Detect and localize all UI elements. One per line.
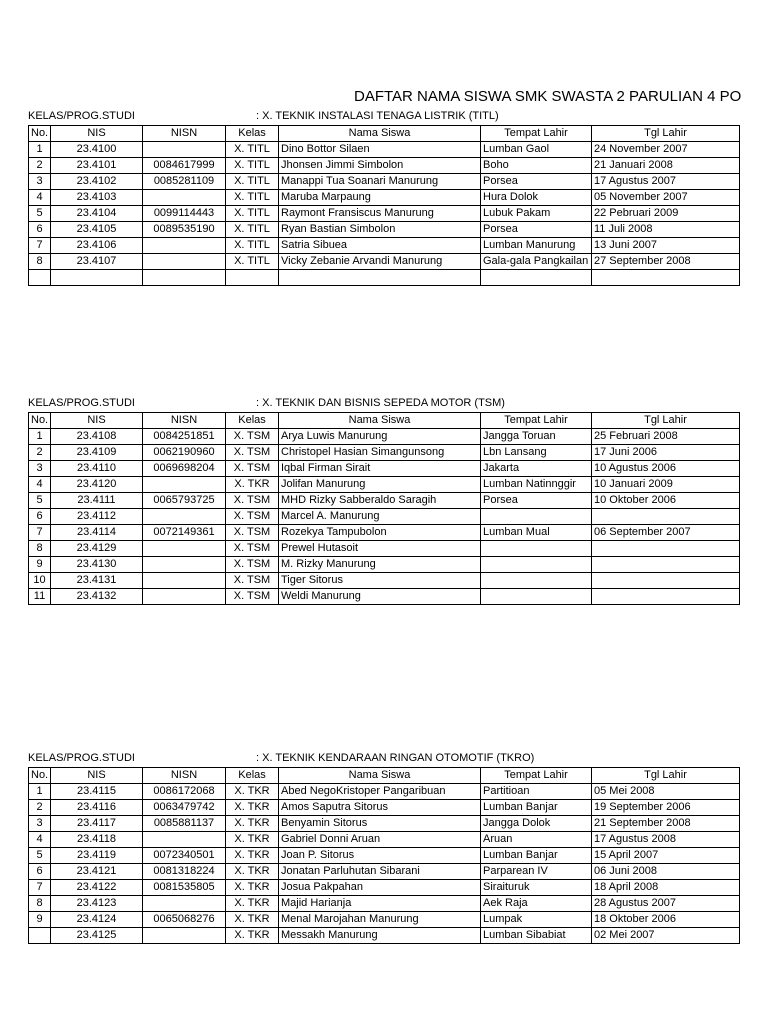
column-header: Nama Siswa: [279, 126, 481, 142]
table-row: [29, 190, 740, 206]
nama-cell: Dino Bottor Silaen: [279, 142, 481, 158]
column-header: NIS: [51, 413, 143, 429]
section-header: [28, 396, 714, 412]
table-row: [29, 816, 740, 832]
tgl-lahir-cell: [592, 589, 740, 605]
tgl-lahir-cell: 13 Juni 2007: [592, 238, 740, 254]
nisn-cell: [143, 832, 226, 848]
tgl-lahir-cell: 21 September 2008: [592, 816, 740, 832]
tempat-lahir-cell: Jangga Dolok: [481, 816, 592, 832]
header-row: [29, 126, 740, 142]
table-row: [29, 238, 740, 254]
kelas-cell: X. TSM: [226, 525, 279, 541]
no-cell: 4: [29, 477, 51, 493]
kelas-cell: X. TSM: [226, 557, 279, 573]
table-row: [29, 509, 740, 525]
column-header: Kelas: [226, 126, 279, 142]
kelas-cell: X. TSM: [226, 541, 279, 557]
nisn-cell: 0072340501: [143, 848, 226, 864]
nisn-cell: 0065068276: [143, 912, 226, 928]
kelas-cell: X. TKR: [226, 928, 279, 944]
no-cell: 4: [29, 832, 51, 848]
kelas-cell: X. TKR: [226, 832, 279, 848]
tempat-lahir-cell: [481, 557, 592, 573]
nis-cell: 23.4110: [51, 461, 143, 477]
nis-cell: 23.4114: [51, 525, 143, 541]
kelas-cell: X. TITL: [226, 254, 279, 270]
tgl-lahir-cell: [592, 541, 740, 557]
no-cell: 5: [29, 493, 51, 509]
nis-cell: 23.4105: [51, 222, 143, 238]
kelas-label: KELAS/PROG.STUDI: [28, 110, 135, 122]
table-row: [29, 445, 740, 461]
nama-cell: Jolifan Manurung: [279, 477, 481, 493]
header-row: [29, 768, 740, 784]
tempat-lahir-cell: Lumpak: [481, 912, 592, 928]
tgl-lahir-cell: [592, 573, 740, 589]
no-cell: 8: [29, 254, 51, 270]
nama-cell: Christopel Hasian Simangunsong: [279, 445, 481, 461]
nisn-cell: 0089535190: [143, 222, 226, 238]
tempat-lahir-cell: Lumban Banjar: [481, 800, 592, 816]
nama-cell: Gabriel Donni Aruan: [279, 832, 481, 848]
tempat-lahir-cell: Porsea: [481, 222, 592, 238]
nisn-cell: 0063479742: [143, 800, 226, 816]
table-row: [29, 254, 740, 270]
student-table: [28, 125, 740, 286]
tempat-lahir-cell: Lumban Natinnggir: [481, 477, 592, 493]
kelas-cell: X. TKR: [226, 864, 279, 880]
tempat-lahir-cell: Jakarta: [481, 461, 592, 477]
table-row: [29, 525, 740, 541]
tgl-lahir-cell: [592, 509, 740, 525]
nisn-cell: [143, 238, 226, 254]
tempat-lahir-cell: Hura Dolok: [481, 190, 592, 206]
nis-cell: 23.4116: [51, 800, 143, 816]
table-row: [29, 270, 740, 286]
nama-cell: Vicky Zebanie Arvandi Manurung: [279, 254, 481, 270]
tgl-lahir-cell: 06 September 2007: [592, 525, 740, 541]
column-header: Tgl Lahir: [592, 768, 740, 784]
nisn-cell: [143, 589, 226, 605]
document-title: DAFTAR NAMA SISWA SMK SWASTA 2 PARULIAN 4 PO: [354, 88, 742, 105]
kelas-label: KELAS/PROG.STUDI: [28, 752, 135, 764]
nis-cell: 23.4120: [51, 477, 143, 493]
column-header: Kelas: [226, 768, 279, 784]
program-label: : X. TEKNIK INSTALASI TENAGA LISTRIK (TITL): [256, 110, 499, 122]
tempat-lahir-cell: Lbn Lansang: [481, 445, 592, 461]
nisn-cell: 0084251851: [143, 429, 226, 445]
kelas-cell: X. TKR: [226, 784, 279, 800]
tempat-lahir-cell: Lumban Gaol: [481, 142, 592, 158]
tgl-lahir-cell: [592, 270, 740, 286]
nis-cell: 23.4109: [51, 445, 143, 461]
column-header: No.: [29, 768, 51, 784]
nama-cell: Raymont Fransiscus Manurung: [279, 206, 481, 222]
column-header: Tempat Lahir: [481, 126, 592, 142]
nisn-cell: [143, 477, 226, 493]
kelas-cell: X. TSM: [226, 445, 279, 461]
nisn-cell: 0084617999: [143, 158, 226, 174]
nis-cell: 23.4117: [51, 816, 143, 832]
tempat-lahir-cell: Gala-gala Pangkailan: [481, 254, 592, 270]
no-cell: 6: [29, 509, 51, 525]
table-row: [29, 429, 740, 445]
column-header: NISN: [143, 768, 226, 784]
column-header: No.: [29, 126, 51, 142]
nisn-cell: [143, 509, 226, 525]
table-row: [29, 477, 740, 493]
nama-cell: Arya Luwis Manurung: [279, 429, 481, 445]
table-row: [29, 880, 740, 896]
tempat-lahir-cell: Porsea: [481, 174, 592, 190]
section-header: [28, 751, 714, 767]
nama-cell: Abed NegoKristoper Pangaribuan: [279, 784, 481, 800]
tgl-lahir-cell: 05 Mei 2008: [592, 784, 740, 800]
no-cell: 2: [29, 445, 51, 461]
table-row: [29, 174, 740, 190]
nisn-cell: [143, 573, 226, 589]
kelas-cell: X. TKR: [226, 816, 279, 832]
tempat-lahir-cell: Jangga Toruan: [481, 429, 592, 445]
nama-cell: Benyamin Sitorus: [279, 816, 481, 832]
table-row: [29, 222, 740, 238]
nisn-cell: [143, 254, 226, 270]
kelas-cell: X. TITL: [226, 222, 279, 238]
tempat-lahir-cell: Boho: [481, 158, 592, 174]
kelas-cell: X. TITL: [226, 174, 279, 190]
tgl-lahir-cell: 11 Juli 2008: [592, 222, 740, 238]
kelas-cell: X. TITL: [226, 142, 279, 158]
nisn-cell: [143, 928, 226, 944]
no-cell: 7: [29, 238, 51, 254]
nisn-cell: 0085881137: [143, 816, 226, 832]
tgl-lahir-cell: 18 April 2008: [592, 880, 740, 896]
kelas-cell: X. TKR: [226, 800, 279, 816]
nis-cell: 23.4130: [51, 557, 143, 573]
nis-cell: 23.4122: [51, 880, 143, 896]
kelas-cell: X. TITL: [226, 190, 279, 206]
nisn-cell: [143, 270, 226, 286]
nama-cell: Tiger Sitorus: [279, 573, 481, 589]
nisn-cell: 0062190960: [143, 445, 226, 461]
table-row: [29, 158, 740, 174]
nis-cell: 23.4104: [51, 206, 143, 222]
kelas-cell: X. TSM: [226, 589, 279, 605]
no-cell: 1: [29, 429, 51, 445]
section-titl: [28, 109, 714, 286]
nisn-cell: [143, 190, 226, 206]
nama-cell: Prewel Hutasoit: [279, 541, 481, 557]
table-row: [29, 573, 740, 589]
nis-cell: 23.4119: [51, 848, 143, 864]
nama-cell: M. Rizky Manurung: [279, 557, 481, 573]
nis-cell: 23.4112: [51, 509, 143, 525]
student-table: [28, 412, 740, 605]
kelas-cell: X. TITL: [226, 158, 279, 174]
nisn-cell: 0072149361: [143, 525, 226, 541]
section-tsm: [28, 396, 714, 605]
nis-cell: 23.4101: [51, 158, 143, 174]
tempat-lahir-cell: [481, 589, 592, 605]
column-header: Tgl Lahir: [592, 413, 740, 429]
nama-cell: [279, 270, 481, 286]
no-cell: 8: [29, 541, 51, 557]
table-row: [29, 848, 740, 864]
nis-cell: 23.4132: [51, 589, 143, 605]
nis-cell: 23.4100: [51, 142, 143, 158]
no-cell: [29, 270, 51, 286]
section-tkro: [28, 751, 714, 944]
tempat-lahir-cell: Lumban Mual: [481, 525, 592, 541]
tgl-lahir-cell: 21 Januari 2008: [592, 158, 740, 174]
nis-cell: 23.4111: [51, 493, 143, 509]
tempat-lahir-cell: Aruan: [481, 832, 592, 848]
column-header: Tempat Lahir: [481, 768, 592, 784]
nisn-cell: 0099114443: [143, 206, 226, 222]
nisn-cell: [143, 541, 226, 557]
tgl-lahir-cell: 02 Mei 2007: [592, 928, 740, 944]
tgl-lahir-cell: 17 Juni 2006: [592, 445, 740, 461]
table-row: [29, 912, 740, 928]
nama-cell: Josua Pakpahan: [279, 880, 481, 896]
kelas-cell: X. TKR: [226, 848, 279, 864]
no-cell: 6: [29, 222, 51, 238]
no-cell: 3: [29, 174, 51, 190]
no-cell: 1: [29, 142, 51, 158]
no-cell: 2: [29, 158, 51, 174]
kelas-cell: X. TITL: [226, 238, 279, 254]
program-label: : X. TEKNIK KENDARAAN RINGAN OTOMOTIF (TKRO): [256, 752, 535, 764]
header-row: [29, 413, 740, 429]
tgl-lahir-cell: 28 Agustus 2007: [592, 896, 740, 912]
tempat-lahir-cell: Lubuk Pakam: [481, 206, 592, 222]
column-header: NISN: [143, 126, 226, 142]
nama-cell: Satria Sibuea: [279, 238, 481, 254]
section-header: [28, 109, 714, 125]
tgl-lahir-cell: 15 April 2007: [592, 848, 740, 864]
table-row: [29, 589, 740, 605]
column-header: Nama Siswa: [279, 413, 481, 429]
nama-cell: Majid Harianja: [279, 896, 481, 912]
tgl-lahir-cell: 17 Agustus 2008: [592, 832, 740, 848]
no-cell: 5: [29, 206, 51, 222]
nis-cell: 23.4102: [51, 174, 143, 190]
kelas-cell: [226, 270, 279, 286]
column-header: Tempat Lahir: [481, 413, 592, 429]
tgl-lahir-cell: 06 Juni 2008: [592, 864, 740, 880]
no-cell: 2: [29, 800, 51, 816]
no-cell: 6: [29, 864, 51, 880]
column-header: Kelas: [226, 413, 279, 429]
no-cell: 11: [29, 589, 51, 605]
column-header: NIS: [51, 126, 143, 142]
no-cell: [29, 928, 51, 944]
tgl-lahir-cell: [592, 557, 740, 573]
nama-cell: Rozekya Tampubolon: [279, 525, 481, 541]
tempat-lahir-cell: [481, 573, 592, 589]
nama-cell: Amos Saputra Sitorus: [279, 800, 481, 816]
tgl-lahir-cell: 10 Oktober 2006: [592, 493, 740, 509]
tempat-lahir-cell: Porsea: [481, 493, 592, 509]
nis-cell: 23.4118: [51, 832, 143, 848]
kelas-label: KELAS/PROG.STUDI: [28, 397, 135, 409]
table-row: [29, 784, 740, 800]
table-row: [29, 800, 740, 816]
table-row: [29, 142, 740, 158]
column-header: NIS: [51, 768, 143, 784]
nisn-cell: 0069698204: [143, 461, 226, 477]
table-row: [29, 896, 740, 912]
kelas-cell: X. TSM: [226, 429, 279, 445]
tgl-lahir-cell: 10 Januari 2009: [592, 477, 740, 493]
nisn-cell: [143, 557, 226, 573]
tgl-lahir-cell: 05 November 2007: [592, 190, 740, 206]
no-cell: 9: [29, 557, 51, 573]
kelas-cell: X. TKR: [226, 912, 279, 928]
kelas-cell: X. TSM: [226, 493, 279, 509]
table-row: [29, 928, 740, 944]
nisn-cell: 0086172068: [143, 784, 226, 800]
no-cell: 5: [29, 848, 51, 864]
nis-cell: 23.4103: [51, 190, 143, 206]
column-header: NISN: [143, 413, 226, 429]
nama-cell: Ryan Bastian Simbolon: [279, 222, 481, 238]
tgl-lahir-cell: 24 November 2007: [592, 142, 740, 158]
nis-cell: 23.4123: [51, 896, 143, 912]
tgl-lahir-cell: 22 Pebruari 2009: [592, 206, 740, 222]
nis-cell: [51, 270, 143, 286]
nisn-cell: [143, 896, 226, 912]
nama-cell: Marcel A. Manurung: [279, 509, 481, 525]
nama-cell: Weldi Manurung: [279, 589, 481, 605]
kelas-cell: X. TITL: [226, 206, 279, 222]
nis-cell: 23.4107: [51, 254, 143, 270]
no-cell: 4: [29, 190, 51, 206]
table-row: [29, 832, 740, 848]
tgl-lahir-cell: 19 September 2006: [592, 800, 740, 816]
kelas-cell: X. TSM: [226, 509, 279, 525]
nama-cell: Maruba Marpaung: [279, 190, 481, 206]
no-cell: 7: [29, 525, 51, 541]
tempat-lahir-cell: [481, 270, 592, 286]
kelas-cell: X. TKR: [226, 880, 279, 896]
nisn-cell: 0081318224: [143, 864, 226, 880]
tgl-lahir-cell: 27 September 2008: [592, 254, 740, 270]
nama-cell: Manappi Tua Soanari Manurung: [279, 174, 481, 190]
tempat-lahir-cell: Lumban Banjar: [481, 848, 592, 864]
tempat-lahir-cell: [481, 541, 592, 557]
tgl-lahir-cell: 17 Agustus 2007: [592, 174, 740, 190]
table-row: [29, 864, 740, 880]
nama-cell: Jhonsen Jimmi Simbolon: [279, 158, 481, 174]
tempat-lahir-cell: Partitioan: [481, 784, 592, 800]
nis-cell: 23.4121: [51, 864, 143, 880]
tempat-lahir-cell: Siraituruk: [481, 880, 592, 896]
table-row: [29, 541, 740, 557]
tgl-lahir-cell: 25 Februari 2008: [592, 429, 740, 445]
kelas-cell: X. TSM: [226, 573, 279, 589]
nis-cell: 23.4115: [51, 784, 143, 800]
column-header: Nama Siswa: [279, 768, 481, 784]
nisn-cell: 0085281109: [143, 174, 226, 190]
tempat-lahir-cell: Lumban Sibabiat: [481, 928, 592, 944]
nis-cell: 23.4131: [51, 573, 143, 589]
nama-cell: Jonatan Parluhutan Sibarani: [279, 864, 481, 880]
no-cell: 3: [29, 816, 51, 832]
no-cell: 10: [29, 573, 51, 589]
tempat-lahir-cell: Lumban Manurung: [481, 238, 592, 254]
column-header: No.: [29, 413, 51, 429]
kelas-cell: X. TSM: [226, 461, 279, 477]
nis-cell: 23.4125: [51, 928, 143, 944]
nis-cell: 23.4129: [51, 541, 143, 557]
kelas-cell: X. TKR: [226, 896, 279, 912]
tempat-lahir-cell: Parparean IV: [481, 864, 592, 880]
nama-cell: Joan P. Sitorus: [279, 848, 481, 864]
tempat-lahir-cell: Aek Raja: [481, 896, 592, 912]
nama-cell: Menal Marojahan Manurung: [279, 912, 481, 928]
no-cell: 7: [29, 880, 51, 896]
column-header: Tgl Lahir: [592, 126, 740, 142]
tempat-lahir-cell: [481, 509, 592, 525]
nama-cell: Iqbal Firman Sirait: [279, 461, 481, 477]
nisn-cell: 0065793725: [143, 493, 226, 509]
no-cell: 1: [29, 784, 51, 800]
no-cell: 8: [29, 896, 51, 912]
table-row: [29, 206, 740, 222]
table-row: [29, 461, 740, 477]
table-row: [29, 493, 740, 509]
tgl-lahir-cell: 10 Agustus 2006: [592, 461, 740, 477]
program-label: : X. TEKNIK DAN BISNIS SEPEDA MOTOR (TSM): [256, 397, 505, 409]
kelas-cell: X. TKR: [226, 477, 279, 493]
nis-cell: 23.4124: [51, 912, 143, 928]
nis-cell: 23.4106: [51, 238, 143, 254]
no-cell: 9: [29, 912, 51, 928]
nisn-cell: [143, 142, 226, 158]
nama-cell: Messakh Manurung: [279, 928, 481, 944]
nama-cell: MHD Rizky Sabberaldo Saragih: [279, 493, 481, 509]
table-row: [29, 557, 740, 573]
student-table: [28, 767, 740, 944]
tgl-lahir-cell: 18 Oktober 2006: [592, 912, 740, 928]
nis-cell: 23.4108: [51, 429, 143, 445]
nisn-cell: 0081535805: [143, 880, 226, 896]
no-cell: 3: [29, 461, 51, 477]
